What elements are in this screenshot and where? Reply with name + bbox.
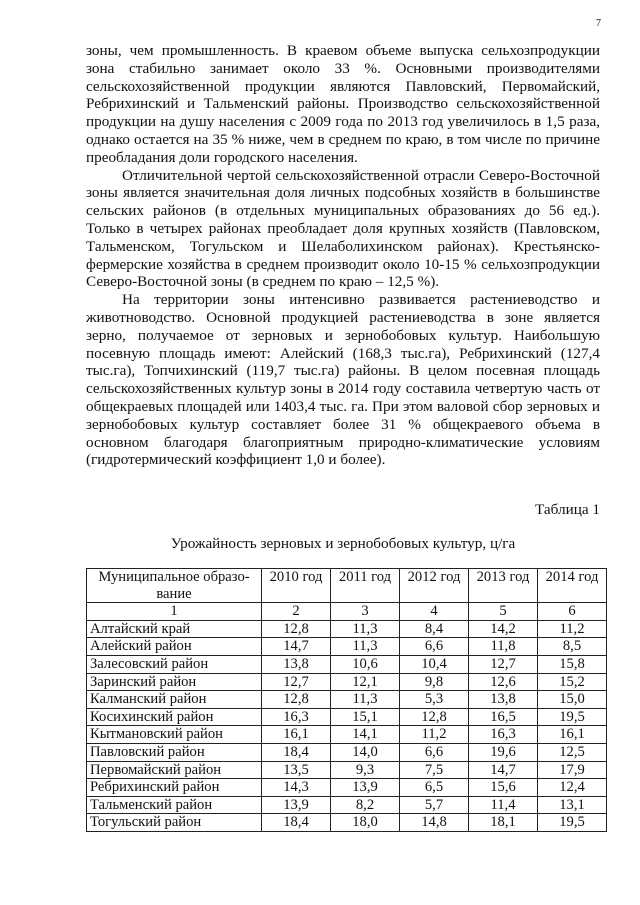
row-value-cell: 11,3 bbox=[331, 691, 400, 709]
row-value-cell: 5,7 bbox=[400, 796, 469, 814]
index-cell: 4 bbox=[400, 603, 469, 621]
row-value-cell: 12,8 bbox=[400, 708, 469, 726]
row-value-cell: 11,4 bbox=[469, 796, 538, 814]
row-value-cell: 19,6 bbox=[469, 743, 538, 761]
row-value-cell: 16,3 bbox=[469, 726, 538, 744]
paragraph-1: зоны, чем промышленность. В краевом объеме выпуска сельхозпродукции зона стабильно занимает около 33 %. Основными производителями сельскохозяйственной продукции являются Павловский, Первомайский, Ребрихинский и Тальменский районы. Производство сельскохозяйственной продукции на душу населения с 2009 года по 2013 год увеличилось в 1,5 раза, однако остается на 35 % ниже, чем в среднем по краю, в том числе по причине преобладания доли городского населения. bbox=[86, 42, 600, 166]
row-value-cell: 8,4 bbox=[400, 620, 469, 638]
table-row bbox=[87, 655, 607, 673]
row-value-cell: 8,5 bbox=[538, 638, 607, 656]
row-value-cell: 13,9 bbox=[262, 796, 331, 814]
row-value-cell: 14,2 bbox=[469, 620, 538, 638]
row-value-cell: 9,8 bbox=[400, 673, 469, 691]
row-value-cell: 13,5 bbox=[262, 761, 331, 779]
row-value-cell: 19,5 bbox=[538, 708, 607, 726]
row-municipality-cell: Тальменский район bbox=[87, 796, 262, 814]
row-value-cell: 18,4 bbox=[262, 743, 331, 761]
row-value-cell: 12,7 bbox=[262, 673, 331, 691]
row-value-cell: 18,0 bbox=[331, 814, 400, 832]
row-value-cell: 8,2 bbox=[331, 796, 400, 814]
row-value-cell: 12,7 bbox=[469, 655, 538, 673]
table-row bbox=[87, 743, 607, 761]
row-value-cell: 11,3 bbox=[331, 638, 400, 656]
table-row bbox=[87, 814, 607, 832]
row-value-cell: 12,8 bbox=[262, 691, 331, 709]
row-value-cell: 14,3 bbox=[262, 779, 331, 797]
row-value-cell: 13,8 bbox=[262, 655, 331, 673]
row-municipality-cell: Заринский район bbox=[87, 673, 262, 691]
row-value-cell: 14,0 bbox=[331, 743, 400, 761]
row-value-cell: 6,6 bbox=[400, 743, 469, 761]
yield-table bbox=[86, 568, 607, 832]
row-municipality-cell: Залесовский район bbox=[87, 655, 262, 673]
table-row bbox=[87, 620, 607, 638]
row-value-cell: 10,4 bbox=[400, 655, 469, 673]
row-value-cell: 18,4 bbox=[262, 814, 331, 832]
row-value-cell: 11,3 bbox=[331, 620, 400, 638]
row-value-cell: 14,7 bbox=[262, 638, 331, 656]
row-value-cell: 16,1 bbox=[538, 726, 607, 744]
table-label: Таблица 1 bbox=[535, 501, 600, 518]
page-number: 7 bbox=[596, 18, 601, 29]
table-row bbox=[87, 708, 607, 726]
row-value-cell: 12,5 bbox=[538, 743, 607, 761]
row-municipality-cell: Косихинский район bbox=[87, 708, 262, 726]
row-municipality-cell: Ребрихинский район bbox=[87, 779, 262, 797]
row-value-cell: 18,1 bbox=[469, 814, 538, 832]
index-cell: 3 bbox=[331, 603, 400, 621]
row-municipality-cell: Первомайский район bbox=[87, 761, 262, 779]
row-value-cell: 11,2 bbox=[400, 726, 469, 744]
body-text bbox=[86, 42, 600, 469]
row-value-cell: 17,9 bbox=[538, 761, 607, 779]
row-value-cell: 12,4 bbox=[538, 779, 607, 797]
header-municipality: Муниципальное образо-вание bbox=[87, 569, 262, 603]
index-cell: 6 bbox=[538, 603, 607, 621]
header-2010: 2010 год bbox=[262, 569, 331, 603]
row-value-cell: 16,3 bbox=[262, 708, 331, 726]
index-cell: 1 bbox=[87, 603, 262, 621]
row-value-cell: 5,3 bbox=[400, 691, 469, 709]
row-value-cell: 14,7 bbox=[469, 761, 538, 779]
row-value-cell: 6,5 bbox=[400, 779, 469, 797]
table-row bbox=[87, 779, 607, 797]
row-value-cell: 7,5 bbox=[400, 761, 469, 779]
row-value-cell: 13,8 bbox=[469, 691, 538, 709]
header-2013: 2013 год bbox=[469, 569, 538, 603]
table-caption: Урожайность зерновых и зернобобовых культур, ц/га bbox=[170, 535, 516, 552]
row-value-cell: 16,5 bbox=[469, 708, 538, 726]
row-value-cell: 16,1 bbox=[262, 726, 331, 744]
row-value-cell: 11,2 bbox=[538, 620, 607, 638]
table-row bbox=[87, 638, 607, 656]
table-row bbox=[87, 726, 607, 744]
header-2012: 2012 год bbox=[400, 569, 469, 603]
row-value-cell: 12,1 bbox=[331, 673, 400, 691]
row-value-cell: 13,9 bbox=[331, 779, 400, 797]
row-value-cell: 15,6 bbox=[469, 779, 538, 797]
row-value-cell: 10,6 bbox=[331, 655, 400, 673]
table-row bbox=[87, 761, 607, 779]
row-value-cell: 15,0 bbox=[538, 691, 607, 709]
table-header-row bbox=[87, 569, 607, 603]
row-value-cell: 12,6 bbox=[469, 673, 538, 691]
row-municipality-cell: Кытмановский район bbox=[87, 726, 262, 744]
row-value-cell: 11,8 bbox=[469, 638, 538, 656]
row-value-cell: 12,8 bbox=[262, 620, 331, 638]
row-value-cell: 15,8 bbox=[538, 655, 607, 673]
index-cell: 5 bbox=[469, 603, 538, 621]
paragraph-3: На территории зоны интенсивно развивается растениеводство и животноводство. Основной продукцией растениеводства в зоне является зерно, получаемое от зерновых и зернобобовых культур. Наибольшую посевную площадь имеют: Алейский (168,3 тыс.га), Ребрихинский (127,4 тыс.га), Топчихинский (119,7 тыс.га) районы. В целом посевная площадь сельскохозяйственных культур зоны в 2014 году составила четвертую часть от общекраевых площадей или 1403,4 тыс. га. При этом валовой сбор зерновых и зернобобовых культур составляет более 31 % общекраевого объема в основном благодаря благоприятным природно-климатические условиям (гидротермический коэффициент 1,0 и более). bbox=[86, 291, 600, 469]
header-2014: 2014 год bbox=[538, 569, 607, 603]
row-municipality-cell: Калманский район bbox=[87, 691, 262, 709]
table-row bbox=[87, 691, 607, 709]
row-value-cell: 6,6 bbox=[400, 638, 469, 656]
row-value-cell: 9,3 bbox=[331, 761, 400, 779]
table-row bbox=[87, 673, 607, 691]
table-index-row bbox=[87, 603, 607, 621]
row-value-cell: 13,1 bbox=[538, 796, 607, 814]
row-value-cell: 15,1 bbox=[331, 708, 400, 726]
row-municipality-cell: Павловский район bbox=[87, 743, 262, 761]
table-row bbox=[87, 796, 607, 814]
index-cell: 2 bbox=[262, 603, 331, 621]
row-value-cell: 15,2 bbox=[538, 673, 607, 691]
header-2011: 2011 год bbox=[331, 569, 400, 603]
row-value-cell: 14,1 bbox=[331, 726, 400, 744]
row-value-cell: 19,5 bbox=[538, 814, 607, 832]
row-municipality-cell: Тогульский район bbox=[87, 814, 262, 832]
row-municipality-cell: Алейский район bbox=[87, 638, 262, 656]
row-municipality-cell: Алтайский край bbox=[87, 620, 262, 638]
paragraph-2: Отличительной чертой сельскохозяйственной отрасли Северо-Восточной зоны является значительная доля личных подсобных хозяйств в большинстве сельских районов (в отдельных муниципальных образованиях до 56 ед.). Только в четырех районах преобладает доля крупных хозяйств (Павловском, Тальменском, Тогульском и Шелаболихинском районах). Крестьянско-фермерские хозяйства в среднем производит около 10-15 % сельхозпродукции Северо-Восточной зоны (в среднем по краю – 12,5 %). bbox=[86, 166, 600, 291]
row-value-cell: 14,8 bbox=[400, 814, 469, 832]
